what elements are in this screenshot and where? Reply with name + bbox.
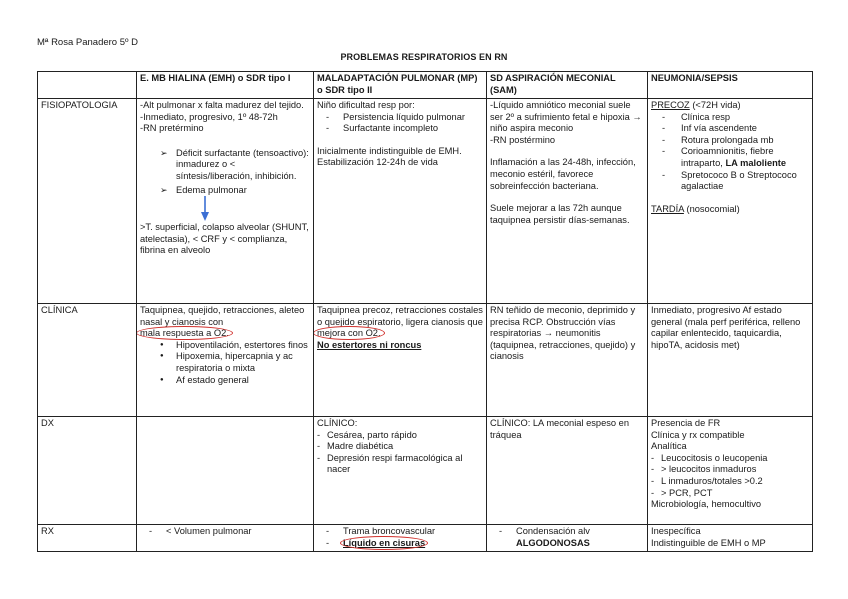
cell-fisio-emh: -Alt pulmonar x falta madurez del tejido. -Inmediato, progresivo, 1º 48-72h -RN pretérmino ➢ Déficit surfactante (tensoactivo): inmadurez o < síntesis/liberación, inhibición. ➢ Edema pulmonar >T. superficial, colapso alveolar (SHUNT, atelectasia), < CRF y < complianza, fibrina en alveolo [137, 99, 314, 304]
row-label: DX [38, 417, 137, 525]
cell-rx-sam [487, 525, 648, 552]
list-item: - Clínica resp [651, 112, 809, 124]
author-name: Mª Rosa Panadero 5º D [37, 37, 138, 48]
respiratory-problems-table [37, 71, 813, 552]
table-header-row [38, 72, 813, 99]
list-item: - > PCR, PCT [651, 488, 809, 500]
list-item: ➢ Déficit surfactante (tensoactivo): inmadurez o < síntesis/liberación, inhibición. [140, 148, 310, 183]
list-item: - > leucocitos inmaduros [651, 464, 809, 476]
cell-clin-mp: Taquipnea precoz, retracciones costales o quejido espiratorio, ligera cianosis que mejora con O2. No estertores ni roncus [314, 304, 487, 417]
tardia-label: TARDÍA [651, 203, 684, 214]
cell-clin-sam: RN teñido de meconio, deprimido y precisa RCP. Obstrucción vías respiratorias → neumonitis (taquipnea, retracciones, quejido) y cianosis [487, 304, 648, 417]
cell-clin-neumonia: Inmediato, progresivo Af estado general (mala perf periférica, relleno capilar enlentecido, taquicardia, hipoTA, acidosis met) [648, 304, 813, 417]
list-item: - Rotura prolongada mb [651, 135, 809, 147]
document-title: PROBLEMAS RESPIRATORIOS EN RN [340, 52, 508, 62]
list-item: - Persistencia líquido pulmonar [317, 112, 483, 124]
list-item: - < Volumen pulmonar [140, 526, 310, 538]
list-item [317, 538, 483, 550]
table-row-dx [38, 417, 813, 525]
list-item: - Inf vía ascendente [651, 123, 809, 135]
list-item: - Leucocitosis o leucopenia [651, 453, 809, 465]
cell-rx-mp [314, 525, 487, 552]
cell-fisio-sam: -Líquido amniótico meconial suele ser 2º a sufrimiento fetal e hipoxia → niño aspira meconio -RN postérmino Inflamación a las 24-48h, infección, meconio estéril, favorece sobreinfección bacteriana. Suele mejorar a las 72h aunque taquipnea persistir días-semanas. [487, 99, 648, 304]
red-circle-annotation: mala respuesta a O2. [140, 328, 229, 339]
list-item: ● Hipoxemia, hipercapnia y ac respiratoria o mixta [140, 351, 310, 374]
cell-dx-emh [137, 417, 314, 525]
list-item: - Cesárea, parto rápido [317, 430, 483, 442]
row-label: RX [38, 525, 137, 552]
header-mp: MALADAPTACIÓN PULMONAR (MP) o SDR tipo II [314, 72, 487, 99]
list-item: - Depresión respi farmacológica al nacer [317, 453, 483, 476]
list-item: - Condensación alv [490, 526, 644, 538]
cell-rx-neumonia: Inespecífica Indistinguible de EMH o MP [648, 525, 813, 552]
cell-dx-neumonia: Presencia de FR Clínica y rx compatible Analítica - Leucocitosis o leucopenia - > leucocitos inmaduros - L inmaduros/totales >0.2 - > PCR, PCT Microbiología, hemocultivo [648, 417, 813, 525]
precoz-label: PRECOZ [651, 100, 690, 110]
cell-rx-emh [137, 525, 314, 552]
list-item: ALGODONOSAS [516, 537, 590, 548]
cell-clin-emh: Taquipnea, quejido, retracciones, aleteo nasal y cianosis con mala respuesta a O2. ● Hipoventilación, estertores finos ● Hipoxemia, hipercapnia y ac respiratoria o mixta ● Af estado general [137, 304, 314, 417]
list-item: ● Af estado general [140, 375, 310, 387]
table-row-rx [38, 525, 813, 552]
header-empty-cell [38, 72, 137, 99]
row-label: CLÍNICA [38, 304, 137, 417]
cell-dx-sam: CLÍNICO: LA meconial espeso en tráquea [487, 417, 648, 525]
list-item: - Spretococo B o Streptococo agalactiae [651, 170, 809, 193]
table-row-fisiopatologia [38, 99, 813, 304]
list-item: - Corioamnionitis, fiebre intraparto, LA maloliente [651, 146, 809, 169]
cell-fisio-mp: Niño dificultad resp por: - Persistencia líquido pulmonar - Surfactante incompleto Inicialmente indistinguible de EMH. Estabilización 12-24h de vida [314, 99, 487, 304]
header-emh: E. MB HIALINA (EMH) o SDR tipo I [137, 72, 314, 99]
down-arrow-icon [140, 196, 310, 222]
header-sam: SD ASPIRACIÓN MECONIAL (SAM) [487, 72, 648, 99]
arrow-list [140, 148, 310, 196]
list-item: ● Hipoventilación, estertores finos [140, 340, 310, 352]
cell-dx-mp: CLÍNICO: - Cesárea, parto rápido - Madre diabética - Depresión respi farmacológica al nacer [314, 417, 487, 525]
header-neumonia: NEUMONIA/SEPSIS [648, 72, 813, 99]
list-item: ➢ Edema pulmonar [140, 185, 310, 197]
row-label: FISIOPATOLOGIA [38, 99, 137, 304]
list-item: - Trama broncovascular [317, 526, 483, 538]
list-item: - L inmaduros/totales >0.2 [651, 476, 809, 488]
red-circle-annotation: Líquido en cisuras [343, 537, 426, 548]
list-item: - Surfactante incompleto [317, 123, 483, 135]
table-row-clinica [38, 304, 813, 417]
red-circle-annotation: mejora con O2. [317, 328, 381, 339]
list-item: - Madre diabética [317, 441, 483, 453]
cell-fisio-neumonia: PRECOZ (<72H vida) - Clínica resp - Inf vía ascendente - Rotura prolongada mb - Corioamnionitis, fiebre intraparto, LA maloliente - Spretococo B o Streptococo agalactiae TARDÍA (nosocomial) [648, 99, 813, 304]
